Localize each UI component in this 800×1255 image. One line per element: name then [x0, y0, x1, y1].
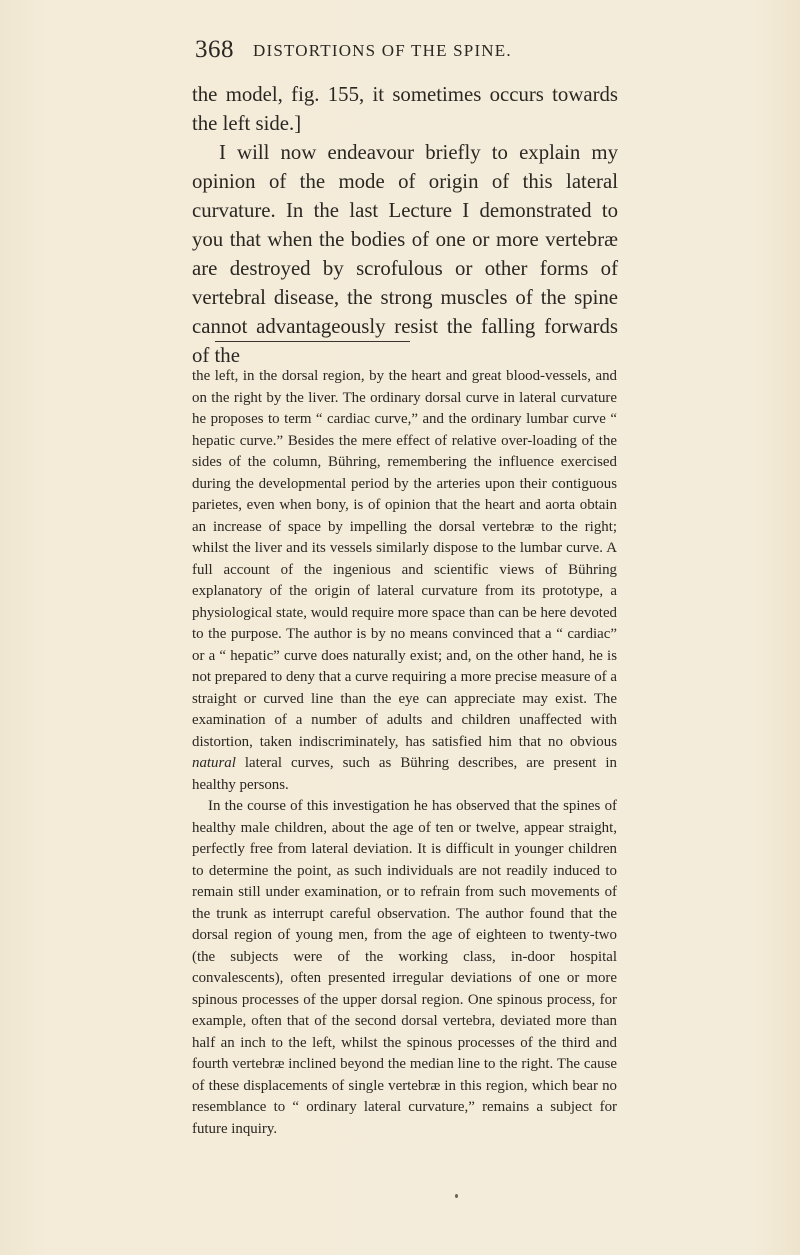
ink-speck: [455, 1194, 458, 1198]
footnote-paragraph-1-start: the left, in the dorsal region, by the heart and great blood-vessels, and on the right by the liver. The ordinary dorsal curve in lateral curvature he proposes to term “ cardiac curve,” and the ordinary lumbar curve “ hepatic curve.” Besides the mere effect of relative over-loading of the sides of the column, Bühring, remembering the influence exercised during the developmental period by the arteries upon their contiguous parietes, even when bony, is of opinion that the heart and aorta obtain an increase of space by impelling the dorsal vertebræ to the right; whilst the liver and its vessels similarly dispose to the lumbar curve. A full account of the ingenious and scientific views of Bühring explanatory of the origin of lateral curvature from its prototype, a physiological state, would require more space than can be here devoted to the purpose. The author is by no means convinced that a “ cardiac” or a “ hepatic” curve does naturally exist; and, on the other hand, he is not prepared to deny that a curve requiring a more precise measure of a straight or curved line than the eye can appreciate may exist. The examination of a number of adults and children unaffected with distortion, taken indiscriminately, has satisfied him that no obvious: [192, 368, 617, 750]
body-paragraph-1: the model, fig. 155, it sometimes occurs towards the left side.]: [192, 83, 618, 135]
footnote-paragraph-1-end: lateral curves, such as Bühring describes, are present in healthy persons.: [192, 755, 617, 793]
footnote-italic-word: natural: [192, 755, 236, 771]
footnote-paragraph-2: In the course of this investigation he has observed that the spines of healthy male children, about the age of ten or twelve, appear straight, perfectly free from lateral deviation. It is difficult in younger children to determine the point, as such individuals are not readily induced to remain still under examination, or to refrain from such movements of the trunk as interrupt careful observation. The author found that the dorsal region of young men, from the age of eighteen to twenty-two (the subjects were of the working class, in-door hospital convalescents), often presented irregular deviations of one or more spinous processes of the upper dorsal region. One spinous process, for example, often that of the second dorsal vertebra, deviated more than half an inch to the left, whilst the spinous processes of the third and fourth vertebræ inclined beyond the median line to the right. The cause of these displacements of single vertebræ in this region, which bear no resemblance to “ ordinary lateral curvature,” remains a subject for future inquiry.: [192, 798, 617, 1137]
footnote-divider: [215, 341, 410, 342]
running-title: DISTORTIONS OF THE SPINE.: [253, 41, 512, 60]
footnote-paragraph-1: [192, 366, 617, 796]
footnote: [192, 366, 617, 1140]
page-header: [0, 36, 800, 72]
body-paragraph-2: I will now endeavour briefly to explain my opinion of the mode of origin of this lateral curvature. In the last Lecture I demonstrated to you that when the bodies of one or more vertebræ are destroyed by scrofulous or other forms of vertebral disease, the strong muscles of the spine cannot advantageously resist the falling forwards of the: [192, 141, 618, 367]
page-number: 368: [195, 36, 234, 63]
main-text: [192, 80, 618, 370]
